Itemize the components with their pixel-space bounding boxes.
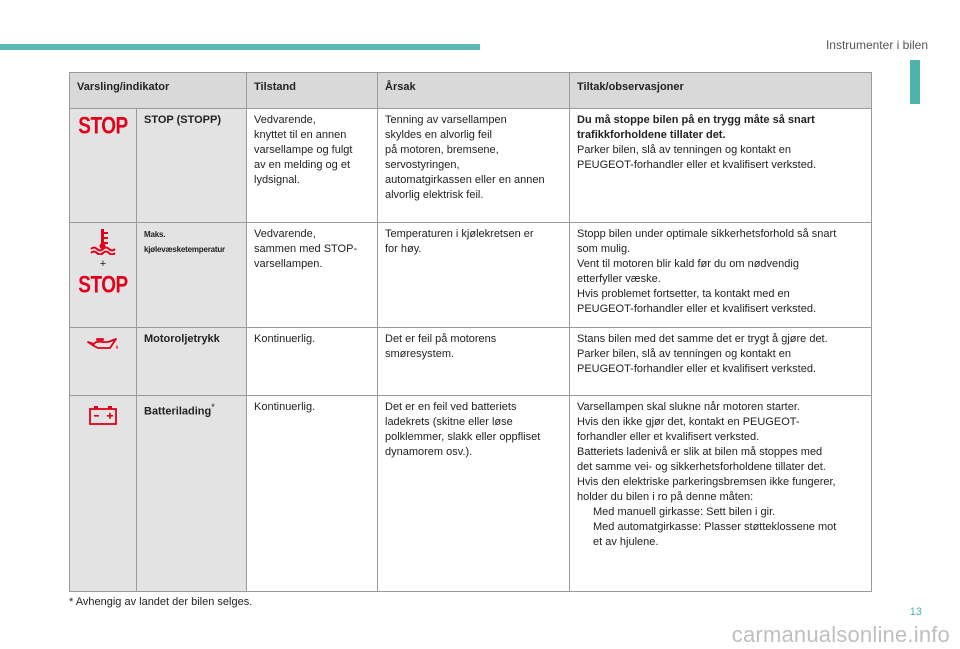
indicator-icon-cell — [70, 328, 137, 396]
action-text — [570, 109, 872, 223]
table-row-battery — [70, 396, 872, 592]
cause-text — [378, 109, 570, 223]
indicator-name: STOP (STOPP) — [137, 109, 247, 223]
indicator-name-value: Batterilading — [144, 405, 212, 418]
battery-icon — [88, 404, 118, 426]
section-title: Instrumenter i bilen — [825, 38, 928, 52]
state-text — [247, 109, 378, 223]
table-row-coolant — [70, 223, 872, 328]
indicator-name-value: Maks. kjølevæsketemperatur — [144, 230, 225, 254]
action-value: Stopp bilen under optimale sikkerhetsforhold så snart som mulig. Vent til motoren blir kald før du om nødvendig etterfyller væske. Hvis problemet fortsetter, ta kontakt med en PEUGEOT-forhandler eller et kvalifisert verksted. — [577, 228, 837, 315]
action-emphasis: Du må stoppe bilen på en trygg måte så snart trafikkforholdene tillater det. — [577, 114, 815, 141]
cause-value: Det er en feil ved batteriets ladekrets (skitne eller løse polklemmer, slakk eller oppfliset dynamorem osv.). — [385, 401, 541, 458]
indicator-icon-cell — [70, 223, 137, 328]
indicator-icon-cell — [70, 396, 137, 592]
action-text — [570, 328, 872, 396]
page-number: 13 — [909, 606, 922, 618]
footnote-marker: * — [211, 402, 215, 412]
state-value: Vedvarende, knyttet til en annen varsellampe og fulgt av en melding og et lydsignal. — [254, 114, 353, 186]
cause-value: Det er feil på motorens smøresystem. — [385, 333, 497, 360]
column-header-action: Tiltak/observasjoner — [570, 73, 872, 109]
column-header-state: Tilstand — [247, 73, 378, 109]
cause-text — [378, 396, 570, 592]
stop-warning-icon: STOP — [78, 113, 128, 140]
state-text — [247, 396, 378, 592]
action-text — [570, 223, 872, 328]
column-header-indicator: Varsling/indikator — [70, 73, 247, 109]
cause-value: Tenning av varsellampen skyldes en alvorlig feil på motoren, bremsene, servostyringen, automatgirkassen eller en annen alvorlig elektrisk feil. — [385, 114, 545, 201]
chapter-tab — [910, 60, 920, 104]
state-text — [247, 328, 378, 396]
indicator-name: Motoroljetrykk — [137, 328, 247, 396]
table-row-stop — [70, 109, 872, 223]
action-value: Parker bilen, slå av tenningen og kontakt en PEUGEOT-forhandler eller et kvalifisert verksted. — [577, 144, 817, 171]
action-text — [570, 396, 872, 592]
table-header-row — [70, 73, 872, 109]
state-value: Vedvarende, sammen med STOP- varsellampen. — [254, 228, 358, 270]
warning-lights-table — [69, 72, 872, 592]
state-value: Kontinuerlig. — [254, 333, 316, 345]
list-item — [577, 505, 864, 520]
stop-warning-icon: STOP — [78, 272, 128, 299]
plus-sign: + — [99, 258, 107, 270]
oil-pressure-icon — [86, 336, 120, 354]
list-item-text: Med manuell girkasse: Sett bilen i gir. — [593, 506, 776, 518]
indicator-icon-cell — [70, 109, 137, 223]
state-value: Kontinuerlig. — [254, 401, 316, 413]
cause-value: Temperaturen i kjølekretsen er for høy. — [385, 228, 534, 255]
action-value: Stans bilen med det samme det er trygt å gjøre det. Parker bilen, slå av tenningen og kontakt en PEUGEOT-forhandler eller et kvalifisert verksted. — [577, 333, 828, 375]
cause-text — [378, 328, 570, 396]
action-value: Varsellampen skal slukne når motoren starter. Hvis den ikke gjør det, kontakt en PEUGEOT- forhandler eller et kvalifisert verksted. Batteriets ladenivå er slik at bilen må stoppes med det samme vei- og sikkerhetsforholdene tillater det. Hvis den elektriske parkeringsbremsen ikke fungerer, holder du bilen i ro på denne måten: — [577, 401, 836, 503]
list-item-text: Med automatgirkasse: Plasser støtteklossene mot et av hjulene. — [593, 521, 837, 548]
header-accent-bar — [0, 44, 480, 50]
list-item — [577, 520, 864, 550]
column-header-cause: Årsak — [378, 73, 570, 109]
indicator-name — [137, 396, 247, 592]
state-text — [247, 223, 378, 328]
table-row-oil-pressure — [70, 328, 872, 396]
coolant-temperature-icon — [88, 227, 118, 255]
watermark: carmanualsonline.info — [731, 622, 950, 647]
footnote: * Avhengig av landet der bilen selges. — [69, 596, 253, 608]
indicator-name — [137, 223, 247, 328]
cause-text — [378, 223, 570, 328]
